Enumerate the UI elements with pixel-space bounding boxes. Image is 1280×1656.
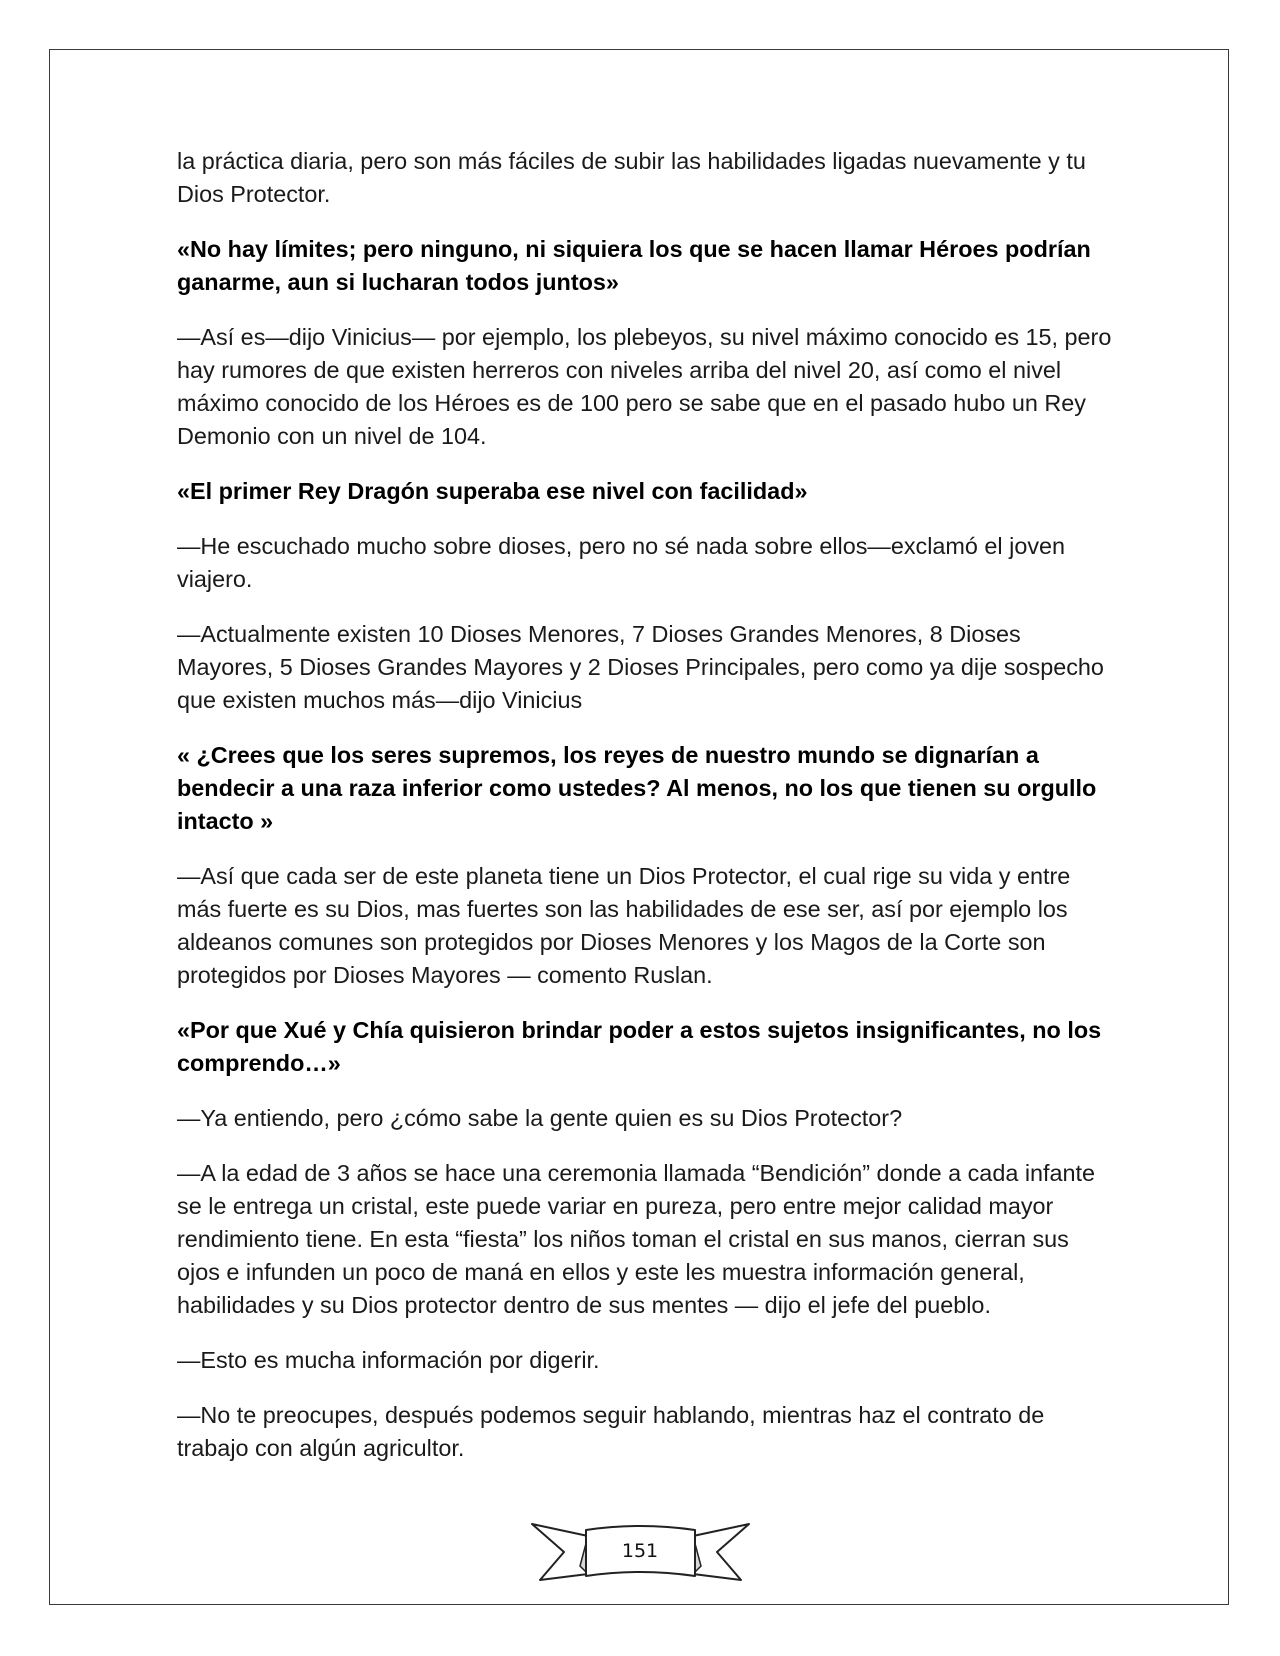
paragraph: —Ya entiendo, pero ¿cómo sabe la gente quien es su Dios Protector? [177,1105,903,1131]
paragraph: —Actualmente existen 10 Dioses Menores, 7 Dioses Grandes Menores, 8 Dioses Mayores, 5 Dioses Grandes Mayores y 2 Dioses Principales, pero como ya dije sospecho que existen muchos más—dijo Vinicius [177,621,1104,713]
bold-paragraph: «Por que Xué y Chía quisieron brindar poder a estos sujetos insignificantes, no los comprendo…» [177,1017,1102,1076]
paragraph: —Esto es mucha información por digerir. [177,1347,600,1373]
paragraph: —Así que cada ser de este planeta tiene un Dios Protector, el cual rige su vida y entre más fuerte es su Dios, mas fuertes son las habilidades de ese ser, así por ejemplo los aldeanos comunes son protegidos por Dioses Menores y los Magos de la Corte son protegidos por Dioses Mayores — comento Ruslan. [177,863,1071,988]
bold-paragraph: « ¿Crees que los seres supremos, los reyes de nuestro mundo se dignarían a bendecir a una raza inferior como ustedes? Al menos, no los que tienen su orgullo intacto » [177,742,1097,834]
page-text [177,145,1112,1487]
paragraph: —He escuchado mucho sobre dioses, pero no sé nada sobre ellos—exclamó el joven viajero. [177,533,1066,592]
paragraph: —No te preocupes, después podemos seguir hablando, mientras haz el contrato de trabajo con algún agricultor. [177,1402,1045,1461]
page-number: 151 [621,1540,659,1562]
bold-paragraph: «No hay límites; pero ninguno, ni siquiera los que se hacen llamar Héroes podrían ganarme, aun si lucharan todos juntos» [177,236,1091,295]
bold-paragraph: «El primer Rey Dragón superaba ese nivel con facilidad» [177,478,808,504]
paragraph: —Así es—dijo Vinicius— por ejemplo, los plebeyos, su nivel máximo conocido es 15, pero hay rumores de que existen herreros con niveles arriba del nivel 20, así como el nivel máximo conocido de los Héroes es de 100 pero se sabe que en el pasado hubo un Rey Demonio con un nivel de 104. [177,324,1112,449]
paragraph: —A la edad de 3 años se hace una ceremonia llamada “Bendición” donde a cada infante se le entrega un cristal, este puede variar en pureza, pero entre mejor calidad mayor rendimiento tiene. En esta “fiesta” los niños toman el cristal en sus manos, cierran sus ojos e infunden un poco de maná en ellos y este les muestra información general, habilidades y su Dios protector dentro de sus mentes — dijo el jefe del pueblo. [177,1160,1096,1318]
paragraph: la práctica diaria, pero son más fáciles de subir las habilidades ligadas nuevamente y tu Dios Protector. [177,148,1086,207]
